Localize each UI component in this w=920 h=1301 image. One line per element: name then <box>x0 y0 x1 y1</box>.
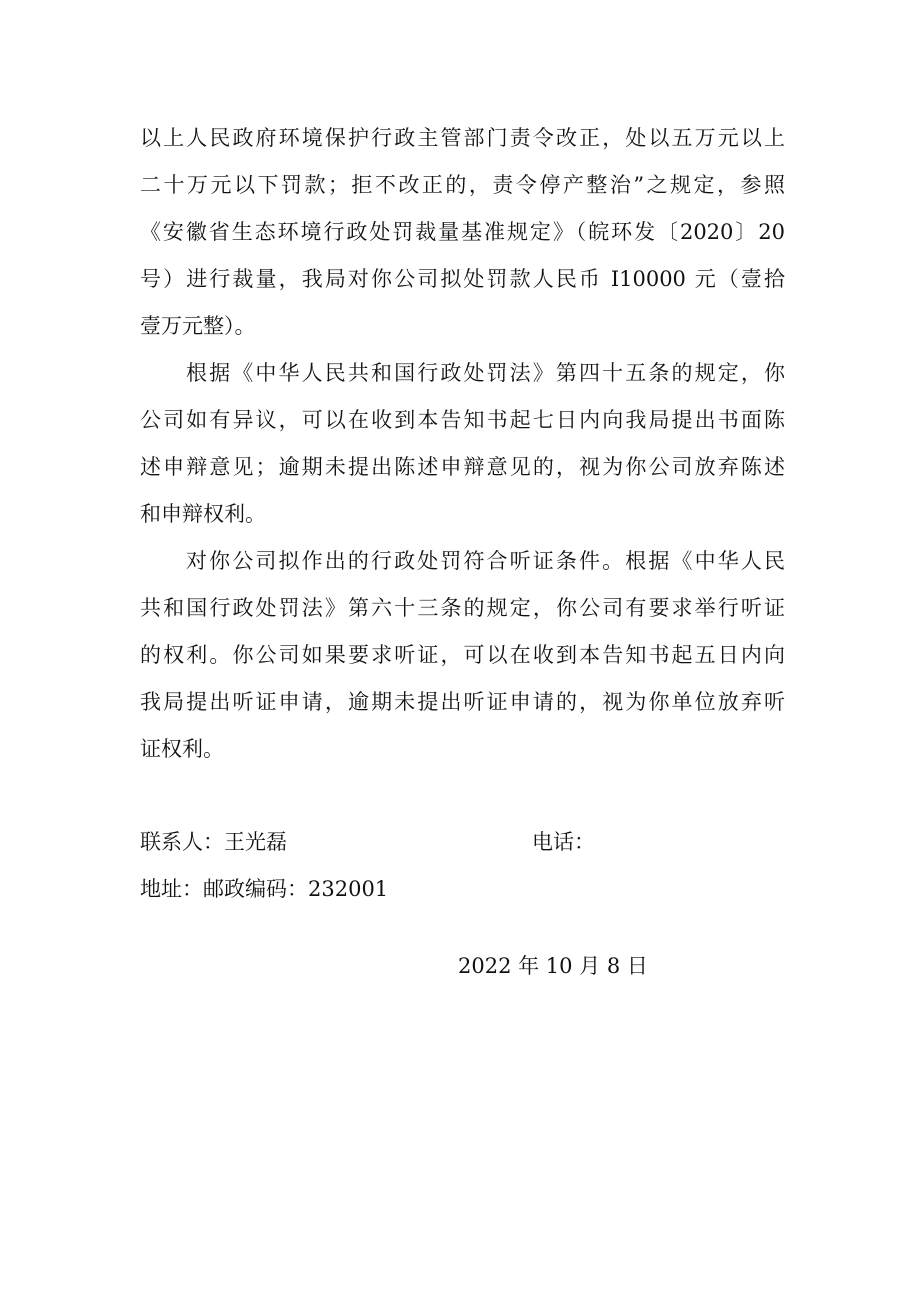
text-line: 我局提出听证申请，逾期未提出听证申请的，视为你单位放弃听 <box>140 690 785 714</box>
text-line: 壹万元整）。 <box>140 314 256 338</box>
text-line: 以上人民政府环境保护行政主管部门责令改正，处以五万元以上 <box>140 126 785 150</box>
contact-address-label: 地址： <box>140 877 203 901</box>
document-date: 2022 年 10 月 8 日 <box>458 954 648 978</box>
contact-phone-label: 电话： <box>532 830 595 854</box>
text-line: 证权利。 <box>140 737 224 761</box>
contact-person-name: 王光磊 <box>224 830 287 854</box>
text-line: 二十万元以下罚款；拒不改正的，责令停产整治”之规定，参照 <box>140 173 785 197</box>
contact-postcode-label: 邮政编码： <box>203 877 308 901</box>
text-line: 的权利。你公司如果要求听证，可以在收到本告知书起五日内向 <box>140 643 785 667</box>
text-line: 共和国行政处罚法》第六十三条的规定，你公司有要求举行听证 <box>140 596 785 620</box>
text-line: 《安徽省生态环境行政处罚裁量基准规定》（皖环发〔2020〕20 <box>140 220 785 244</box>
contact-postcode: 232001 <box>308 877 389 901</box>
text-line: 公司如有异议，可以在收到本告知书起七日内向我局提出书面陈 <box>140 408 785 432</box>
text-line: 号）进行裁量，我局对你公司拟处罚款人民币 I10000 元（壹拾 <box>140 267 785 291</box>
contact-person <box>140 829 287 855</box>
contact-person-label: 联系人： <box>140 830 224 854</box>
text-line: 对你公司拟作出的行政处罚符合听证条件。根据《中华人民 <box>186 549 785 573</box>
text-line: 和申辩权利。 <box>140 502 266 526</box>
text-line: 述申辩意见；逾期未提出陈述申辩意见的，视为你公司放弃陈述 <box>140 455 785 479</box>
contact-address <box>140 876 388 902</box>
text-line: 根据《中华人民共和国行政处罚法》第四十五条的规定，你 <box>186 361 785 385</box>
contact-phone <box>532 829 595 855</box>
